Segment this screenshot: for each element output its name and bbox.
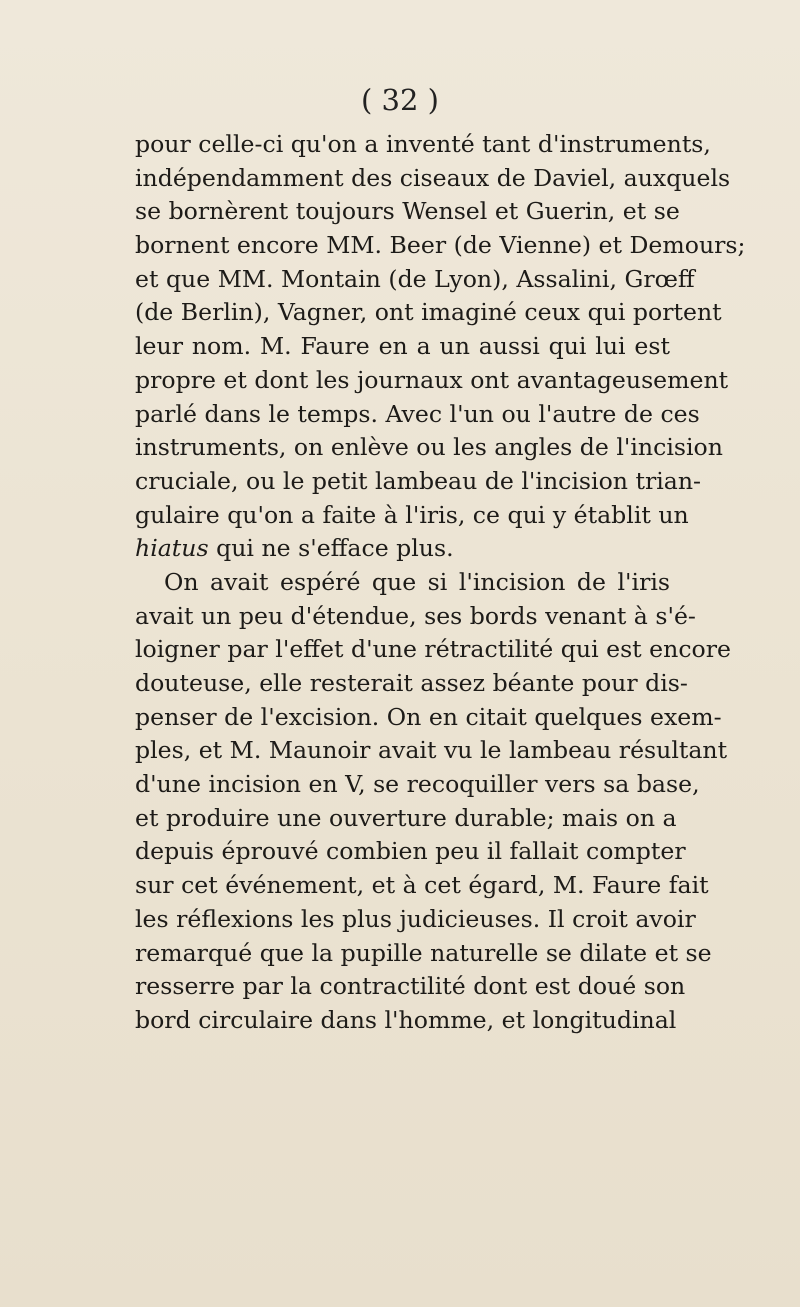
text-line: sur cet événement, et à cet égard, M. Faure fait (135, 871, 709, 900)
text-line: parlé dans le temps. Avec l'un ou l'autre de ces (135, 399, 700, 428)
text-line: bornent encore MM. Beer (de Vienne) et Demours; (135, 231, 746, 260)
text-line: indépendamment des ciseaux de Daviel, auxquels (135, 163, 731, 192)
text-line: propre et dont les journaux ont avantageusement (135, 365, 729, 394)
text-line: se bornèrent toujours Wensel et Guerin, et se (135, 197, 680, 226)
text-line: loigner par l'effet d'une rétractilité qui est encore (135, 635, 731, 664)
text-line: resserre par la contractilité dont est doué son (135, 972, 686, 1001)
page-number: ( 32 ) (361, 83, 439, 117)
text-line: cruciale, ou le petit lambeau de l'incision trian- (135, 466, 702, 495)
text-line-tail: qui ne s'efface plus. (216, 534, 454, 563)
text-line: et produire une ouverture durable; mais on a (135, 803, 677, 832)
text-line: avait un peu d'étendue, ses bords venant à s'é- (135, 601, 696, 630)
text-line: remarqué que la pupille naturelle se dilate et se (135, 938, 712, 967)
text-line: leur nom. M. Faure en a un aussi qui lui est (135, 332, 670, 361)
text-line: les réflexions les plus judicieuses. Il croit avoir (135, 904, 696, 933)
body-text (135, 128, 746, 1038)
text-line: et que MM. Montain (de Lyon), Assalini, Grœff (135, 264, 695, 293)
text-line: ples, et M. Maunoir avait vu le lambeau résultant (135, 736, 728, 765)
text-line-with-italic (135, 532, 670, 566)
text-line: d'une incision en V, se recoquiller vers sa base, (135, 770, 700, 799)
text-line: douteuse, elle resterait assez béante pour dis- (135, 669, 688, 697)
text-line: pour celle-ci qu'on a inventé tant d'instruments, (135, 130, 711, 158)
text-line: gulaire qu'on a faite à l'iris, ce qui y établit un (135, 500, 689, 529)
paragraph-start-line: On avait espéré que si l'incision de l'iris (164, 567, 670, 596)
text-line: (de Berlin), Vagner, ont imaginé ceux qui portent (135, 298, 722, 327)
text-line: bord circulaire dans l'homme, et longitudinal (135, 1005, 677, 1034)
italic-term: hiatus (135, 534, 209, 563)
text-line: penser de l'excision. On en citait quelques exem- (135, 702, 722, 731)
text-line: depuis éprouvé combien peu il fallait compter (135, 837, 686, 866)
text-line: instruments, on enlève ou les angles de l'incision (135, 433, 723, 462)
